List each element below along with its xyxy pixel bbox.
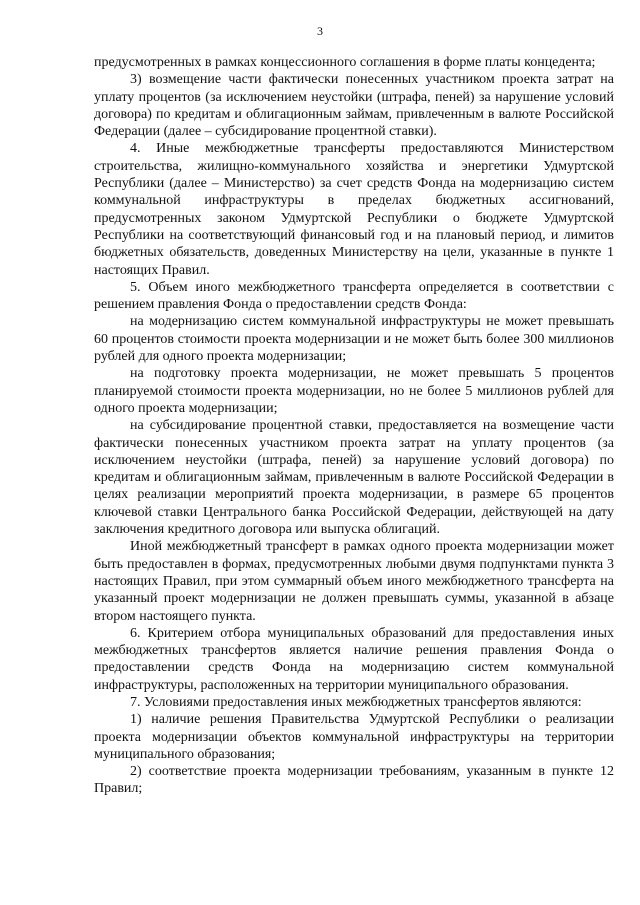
paragraph-modernization-limit: на модернизацию систем коммунальной инфраструктуры не может превышать 60 процентов стоимости проекта модернизации и не может быть более 300 миллионов рублей для одного проекта модернизации;	[94, 314, 614, 365]
page-number: 3	[317, 24, 323, 38]
paragraph-condition-1: 1) наличие решения Правительства Удмуртской Республики о реализации проекта модернизации объектов коммунальной инфраструктуры на территории муниципального образования;	[94, 712, 614, 762]
paragraph-preparation-limit: на подготовку проекта модернизации, не может превышать 5 процентов планируемой стоимости проекта модернизации, но не более 5 миллионов рублей для одного проекта модернизации;	[94, 366, 614, 416]
paragraph-combined-forms: Иной межбюджетный трансферт в рамках одного проекта модернизации может быть предоставлен в формах, предусмотренных любыми двумя подпунктами пункта 3 настоящих Правил, при этом суммарный объем иного межбюджетного трансферта на указанный проект модернизации не должен превышать суммы, указанной в абзаце втором настоящего пункта.	[94, 539, 614, 624]
document-body	[94, 54, 614, 798]
paragraph-condition-2: 2) соответствие проекта модернизации требованиям, указанным в пункте 12 Правил;	[94, 764, 614, 797]
paragraph-6-selection-criterion: 6. Критерием отбора муниципальных образований для предоставления иных межбюджетных трансфертов является наличие решения правления Фонда о предоставлении средств Фонда на модернизацию систем коммунальной инфраструктуры, расположенных на территории муниципального образования.	[94, 625, 614, 693]
paragraph-concedent-fee: предусмотренных в рамках концессионного соглашения в форме платы концедента;	[94, 55, 596, 70]
paragraph-item-3-interest-compensation: 3) возмещение части фактически понесенных участником проекта затрат на уплату процентов (за исключением неустойки (штрафа, пеней) за нарушение условий договора) по кредитам и облигационным займам, привлеченным в валюте Российской Федерации (далее – субсидирование процентной ставки).	[94, 72, 614, 140]
paragraph-4-transfers-provision: 4. Иные межбюджетные трансферты предоставляются Министерством строительства, жилищно-коммунального хозяйства и энергетики Удмуртской Республики (далее – Министерство) за счет средств Фонда на модернизацию систем коммунальной инфраструктуры в пределах бюджетных ассигнований, предусмотренных законом Удмуртской Республики о бюджете Удмуртской Республики на соответствующий финансовый год и на плановый период, и лимитов бюджетных обязательств, доведенных Министерству на цели, указанные в пункте 1 настоящих Правил.	[94, 141, 614, 278]
paragraph-5-transfer-volume: 5. Объем иного межбюджетного трансферта определяется в соответствии с решением правления Фонда о предоставлении средств Фонда:	[94, 279, 614, 313]
paragraph-interest-subsidy: на субсидирование процентной ставки, предоставляется на возмещение части фактически понесенных участником проекта затрат на уплату процентов (за исключением неустойки (штрафа, пеней) за нарушение условий договора) по кредитам и облигационным займам, привлеченным в валюте Российской Федерации в целях реализации мероприятий проекта модернизации, в размере 65 процентов ключевой ставки Центрального банка Российской Федерации, действующей на дату заключения кредитного договора или выпуска облигаций.	[94, 418, 614, 538]
paragraph-7-conditions: 7. Условиями предоставления иных межбюджетных трансфертов являются:	[130, 694, 582, 710]
